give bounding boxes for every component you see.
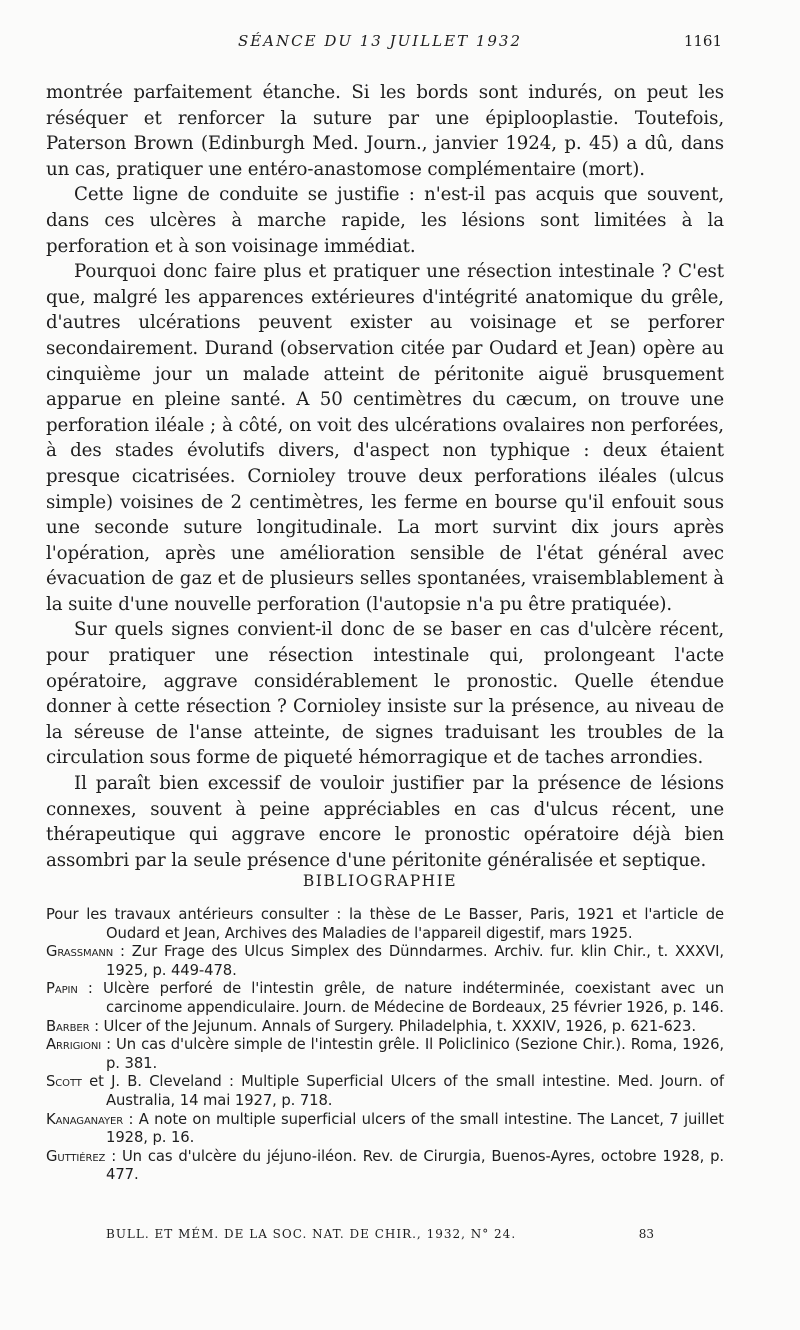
- paragraph: Sur quels signes convient-il donc de se baser en cas d'ulcère récent, pour pratiquer une résection intestinale qui, prolongeant l'acte opératoire, aggrave considérablement le pronostic. Quelle étendue donner à cette résection ? Cornioley insiste sur la présence, au niveau de la séreuse de l'anse atteinte, de signes traduisant les troubles de la circulation sous forme de piqueté hémorragique et de taches arrondies.: [46, 619, 724, 769]
- ref-text: : Ulcère perforé de l'intestin grêle, de nature indéterminée, coexistant avec un carcinome appendiculaire. Journ. de Médecine de Bordeaux, 25 février 1926, p. 146.: [77, 980, 724, 1016]
- body-text: [46, 80, 724, 873]
- ref-text: : Zur Frage des Ulcus Simplex des Dünndarmes. Archiv. fur. klin Chir., t. XXXVI, 1925, p. 449-478.: [106, 943, 724, 979]
- running-title: SÉANCE DU 13 JUILLET 1932: [237, 32, 523, 50]
- page-number: 1161: [683, 32, 722, 50]
- ref-author: Kanaganayer: [46, 1110, 124, 1128]
- paragraph: montrée parfaitement étanche. Si les bords sont indurés, on peut les réséquer et renforcer la suture par une épiplooplastie. Toutefois, Paterson Brown (Edinburgh Med. Journ., janvier 1924, p. 45) a dû, dans un cas, pratiquer une entéro-anastomose complémentaire (mort).: [46, 82, 724, 180]
- ref-text: : Ulcer of the Jejunum. Annals of Surgery. Philadelphia, t. XXXIV, 1926, p. 621-623.: [89, 1017, 696, 1035]
- bibliography-entry: [46, 906, 724, 943]
- bibliography-entry: [46, 1111, 724, 1148]
- bibliography-entry: [46, 943, 724, 980]
- page-header: [0, 32, 800, 56]
- page-footer: [106, 1227, 654, 1247]
- ref-text: : Un cas d'ulcère du jéjuno-iléon. Rev. de Cirurgia, Buenos-Ayres, octobre 1928, p. 477.: [105, 1147, 724, 1184]
- ref-author: Barber: [46, 1017, 90, 1035]
- bibliography-entry: [46, 1148, 724, 1185]
- journal-citation: BULL. ET MÉM. DE LA SOC. NAT. DE CHIR., 1932, N° 24.: [106, 1227, 517, 1241]
- ref-author: Guttiérez: [46, 1147, 106, 1165]
- bibliography-list: [46, 906, 724, 1185]
- bibliography-entry: [46, 1036, 724, 1073]
- bibliography-entry: [46, 980, 724, 1017]
- ref-author: Papin: [46, 980, 78, 998]
- ref-author: Scott: [46, 1073, 82, 1091]
- paragraph: Pourquoi donc faire plus et pratiquer une résection intestinale ? C'est que, malgré les apparences extérieures d'intégrité anatomique du grêle, d'autres ulcérations peuvent exister au voisinage et se perforer secondairement. Durand (observation citée par Oudard et Jean) opère au cinquième jour un malade atteint de péritonite aiguë brusquement apparue en pleine santé. A 50 centimètres du cæcum, on trouve une perforation iléale ; à côté, on voit des ulcérations ovalaires non perforées, à des stades évolutifs divers, d'aspect non typhique : deux étaient presque cicatrisées. Cornioley trouve deux perforations iléales (ulcus simple) voisines de 2 centimètres, les ferme en bourse qu'il enfouit sous une seconde suture longitudinale. La mort survint dix jours après l'opération, après une amélioration sensible de l'état général avec évacuation de gaz et de plusieurs selles spontanées, vraisemblablement à la suite d'une nouvelle perforation (l'autopsie n'a pu être pratiquée).: [46, 261, 724, 615]
- ref-author: Grassmann: [46, 943, 114, 961]
- bibliography-heading: BIBLIOGRAPHIE: [302, 872, 458, 890]
- paragraph: Cette ligne de conduite se justifie : n'est-il pas acquis que souvent, dans ces ulcères à marche rapide, les lésions sont limitées à la perforation et à son voisinage immédiat.: [46, 184, 724, 257]
- bibliography-entry: [46, 1018, 724, 1037]
- ref-text: et J. B. Cleveland : Multiple Superficial Ulcers of the small intestine. Med. Journ. of Australia, 14 mai 1927, p. 718.: [81, 1073, 724, 1109]
- ref-author: Arrigioni: [46, 1036, 102, 1054]
- ref-text: Pour les travaux antérieurs consulter : la thèse de Le Basser, Paris, 1921 et l'article de Oudard et Jean, Archives des Maladies de l'appareil digestif, mars 1925.: [46, 906, 724, 942]
- ref-text: : A note on multiple superficial ulcers of the small intestine. The Lancet, 7 juillet 1928, p. 16.: [106, 1110, 724, 1147]
- paragraph: Il paraît bien excessif de vouloir justifier par la présence de lésions connexes, souvent à peine appréciables en cas d'ulcus récent, une thérapeutique qui aggrave encore le pronostic opératoire déjà bien assombri par la seule présence d'une péritonite généralisée et septique.: [46, 773, 724, 871]
- sheet-mark: 83: [638, 1227, 654, 1241]
- ref-text: : Un cas d'ulcère simple de l'intestin grêle. Il Policlinico (Sezione Chir.). Roma, 1926, p. 381.: [101, 1036, 724, 1072]
- bibliography-entry: [46, 1073, 724, 1110]
